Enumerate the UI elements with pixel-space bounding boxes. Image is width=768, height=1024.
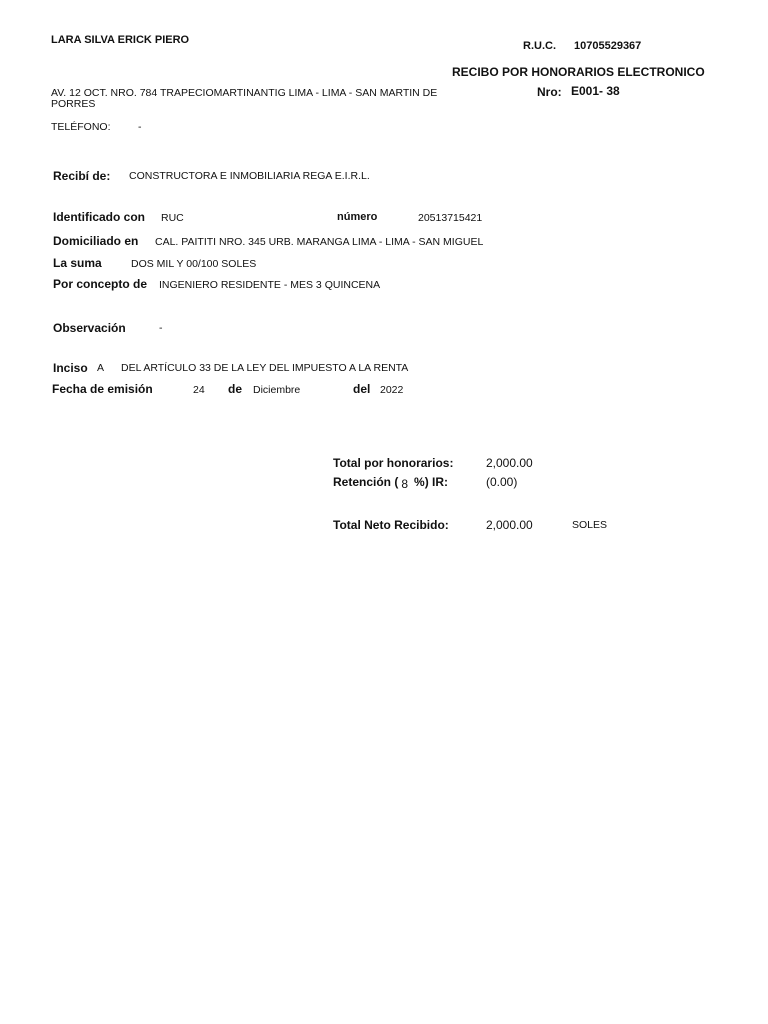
issuer-phone-value: - [138,121,142,133]
ruc-value: 10705529367 [574,40,642,52]
retencion-percent: 8 [401,477,409,491]
retencion-label [333,475,448,489]
observacion-label: Observación [53,321,126,335]
issuer-phone-label: TELÉFONO: [51,121,111,133]
nro-value: E001- 38 [571,84,620,98]
concepto-value: INGENIERO RESIDENTE - MES 3 QUINCENA [159,279,381,291]
recibi-value: CONSTRUCTORA E INMOBILIARIA REGA E.I.R.L. [129,170,370,182]
issuer-name: LARA SILVA ERICK PIERO [51,34,190,46]
inciso-text: DEL ARTÍCULO 33 DE LA LEY DEL IMPUESTO A LA RENTA [121,362,409,374]
retencion-label-pre: Retención ( [333,475,399,489]
fecha-year: 2022 [380,384,404,396]
numero-label: número [337,211,378,223]
inciso-label: Inciso [53,361,88,375]
retencion-value: (0.00) [486,475,518,489]
observacion-value: - [159,322,163,334]
domiciliado-value: CAL. PAITITI NRO. 345 URB. MARANGA LIMA - LIMA - SAN MIGUEL [155,236,484,248]
fecha-month: Diciembre [253,384,301,396]
del-label: del [353,382,371,396]
fecha-label: Fecha de emisión [52,382,153,396]
issuer-address: AV. 12 OCT. NRO. 784 TRAPECIOMARTINANTIG LIMA - LIMA - SAN MARTIN DE PORRES [51,87,438,110]
total-honorarios-value: 2,000.00 [486,456,533,470]
recibi-label: Recibí de: [53,169,111,183]
identificado-value: RUC [161,212,184,224]
concepto-label: Por concepto de [53,277,148,291]
currency-label: SOLES [572,519,608,531]
inciso-letter: A [97,362,105,374]
total-neto-label: Total Neto Recibido: [333,518,449,532]
retencion-label-post: %) IR: [414,475,449,489]
suma-value: DOS MIL Y 00/100 SOLES [131,258,257,270]
numero-value: 20513715421 [418,212,483,224]
total-neto-value: 2,000.00 [486,518,533,532]
fecha-day: 24 [193,384,205,396]
ruc-label: R.U.C. [523,40,556,52]
de-label: de [228,382,243,396]
total-honorarios-label: Total por honorarios: [333,456,454,470]
domiciliado-label: Domiciliado en [53,234,139,248]
nro-label: Nro: [537,85,562,99]
identificado-label: Identificado con [53,210,146,224]
document-title: RECIBO POR HONORARIOS ELECTRONICO [452,65,705,79]
suma-label: La suma [53,256,102,270]
